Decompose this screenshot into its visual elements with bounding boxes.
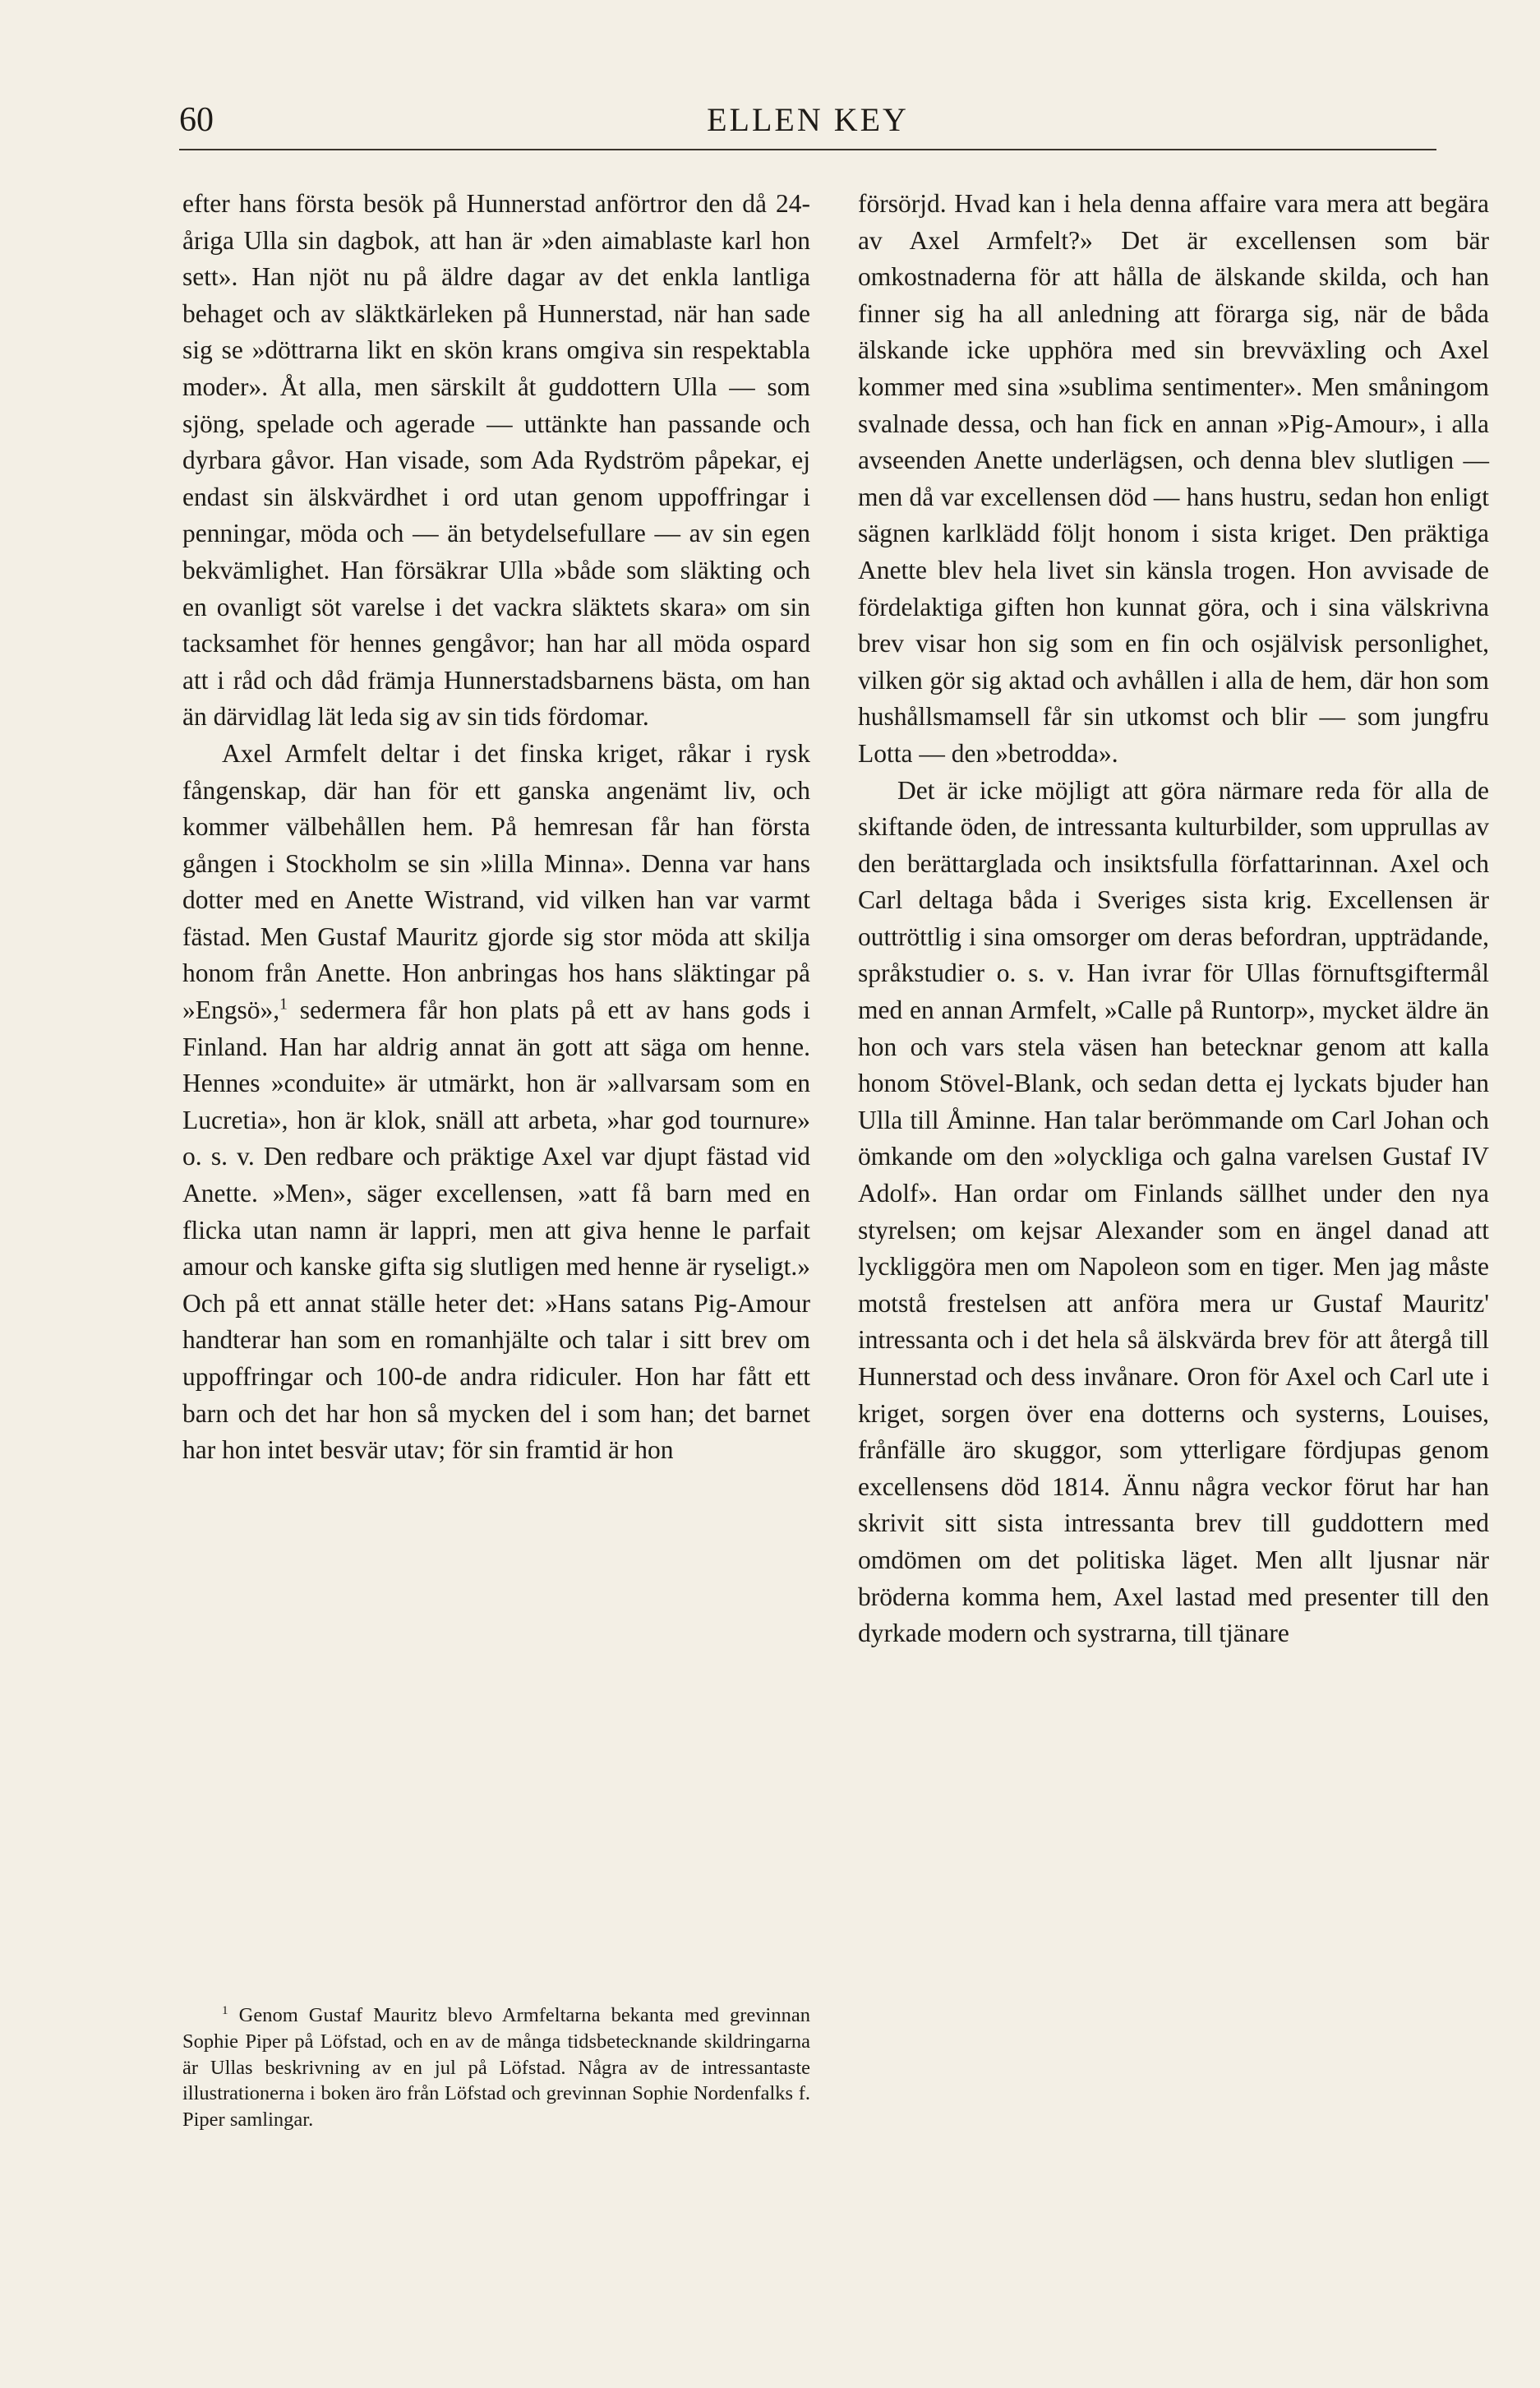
- page-number: 60: [179, 101, 214, 139]
- header-rule: [179, 149, 1436, 150]
- running-head: [179, 97, 1436, 143]
- footnote-marker: 1: [222, 2002, 228, 2017]
- left-column: [182, 186, 810, 1469]
- footnote-text: Genom Gustaf Mauritz blevo Armfeltarna bekanta med grevinnan Sophie Piper på Löfstad, och en av de många tidsbetecknande skildringarna är Ullas beskrivning av en jul på Löfstad. Några av de intressantaste illustrationerna i boken äro från Löfstad och grevinnan Sophie Nordenfalks f. Piper samlingar.: [182, 2004, 810, 2132]
- paragraph: efter hans första besök på Hunnerstad anförtror den då 24-åriga Ulla sin dagbok, att han är »den aimablaste karl hon sett». Han njöt nu på äldre dagar av det enkla lantliga behaget och av släktkärleken på Hunnerstad, när han sade sig se »döttrarna likt en skön krans omgiva sin respektabla moder». Åt alla, men särskilt åt guddottern Ulla — som sjöng, spelade och agerade — uttänkte han passande och dyrbara gåvor. Han visade, som Ada Rydström påpekar, ej endast sin älskvärdhet i ord utan genom uppoffringar i penningar, möda och — än betydelsefullare — av sin egen bekvämlighet. Han försäkrar Ulla »både som släkting och en ovanligt söt varelse i det vackra släktets skara» om sin tacksamhet för hennes gengåvor; han har all möda ospard att i råd och dåd främja Hunnerstadsbarnens bästa, om han än därvidlag lät leda sig av sin tids fördomar.: [182, 189, 810, 732]
- footnote-reference: 1: [279, 995, 288, 1014]
- paragraph: Det är icke möjligt att göra närmare reda för alla de skiftande öden, de intressanta kulturbilder, som upprullas av den berättarglada och insiktsfulla författarinnan. Axel och Carl deltaga båda i Sveriges sista krig. Excellensen är outtröttlig i sina omsorger om deras befordran, uppträdande, språkstudier o. s. v. Han ivrar för Ullas förnuftsgiftermål med en annan Armfelt, »Calle på Runtorp», mycket äldre än hon och vars stela väsen han betecknar genom att kalla honom Stövel-Blank, och sedan detta ej lyckats bjuder han Ulla till Åminne. Han talar berömmande om Carl Johan och ömkande om den »olyckliga och galna varelsen Gustaf IV Adolf». Han ordar om Finlands sällhet under den nya styrelsen; om kejsar Alexander som en ängel danad att lyckliggöra men om Napoleon som en tiger. Men jag måste motstå frestelsen att anföra mera ur Gustaf Mauritz' intressanta och i det hela så älskvärda brev för att återgå till Hunnerstad och dess invånare. Oron för Axel och Carl ute i kriget, sorgen över ena dotterns och systerns, Louises, frånfälle äro skuggor, som ytterligare fördjupas genom excellensens död 1814. Ännu några veckor förut har han skrivit sitt sista intressanta brev till guddottern med omdömen om det politiska läget. Men allt ljusnar när bröderna komma hem, Axel lastad med presenter till den dyrkade modern och systrarna, till tjänare: [858, 775, 1489, 1648]
- running-title: ELLEN KEY: [707, 101, 909, 138]
- paragraph: [182, 736, 810, 1469]
- paragraph-text: Axel Armfelt deltar i det finska kriget, råkar i rysk fångenskap, där han för ett ganska angenämt liv, och kommer välbehållen hem. På hemresan får han första gången i Stockholm se sin »lilla Minna». Denna var hans dotter med en Anette Wistrand, vid vilken han var varmt fästad. Men Gustaf Mauritz gjorde sig stor möda att skilja honom från Anette. Hon anbringas hos hans släktingar på »Engsö»,: [182, 738, 810, 1025]
- right-column: [858, 186, 1489, 1652]
- paragraph-text: sedermera får hon plats på ett av hans gods i Finland. Han har aldrig annat än gott att säga om henne. Hennes »conduite» är utmärkt, hon är »allvarsam som en Lucretia», hon är klok, snäll att arbeta, »har god tournure» o. s. v. Den redbare och präktige Axel var djupt fästad vid Anette. »Men», säger excellensen, »att få barn med en flicka utan namn är lappri, men att giva henne le parfait amour och kanske gifta sig slutligen med henne är ryseligt.» Och på ett annat ställe heter det: »Hans satans Pig-Amour handterar han som en romanhjälte och talar i sitt brev om uppoffringar och 100-de andra ridiculer. Hon har fått ett barn och det har hon så mycken del i som han; det barnet har hon intet besvär utav; för sin framtid är hon: [182, 995, 810, 1465]
- footnote: [182, 2002, 810, 2133]
- paragraph: försörjd. Hvad kan i hela denna affaire vara mera att begära av Axel Armfelt?» Det är excellensen som bär omkostnaderna för att hålla de älskande skilda, och han finner sig ha all anledning att förarga sig, när de båda älskande icke upphöra med sin brevväxling och Axel kommer med sina »sublima sentimenter». Men småningom svalnade dessa, och han fick en annan »Pig-Amour», i alla avseenden Anette underlägsen, och denna blev slutligen — men då var excellensen död — hans hustru, sedan hon enligt sägnen karlklädd följt honom i sista kriget. Den präktiga Anette blev hela livet sin känsla trogen. Hon avvisade de fördelaktiga giften hon kunnat göra, och i sina välskrivna brev visar hon sig som en fin och osjälvisk personlighet, vilken gör sig aktad och avhållen i alla de hem, där hon som hushållsmamsell får sin utkomst och blir — som jungfru Lotta — den »betrodda».: [858, 189, 1489, 768]
